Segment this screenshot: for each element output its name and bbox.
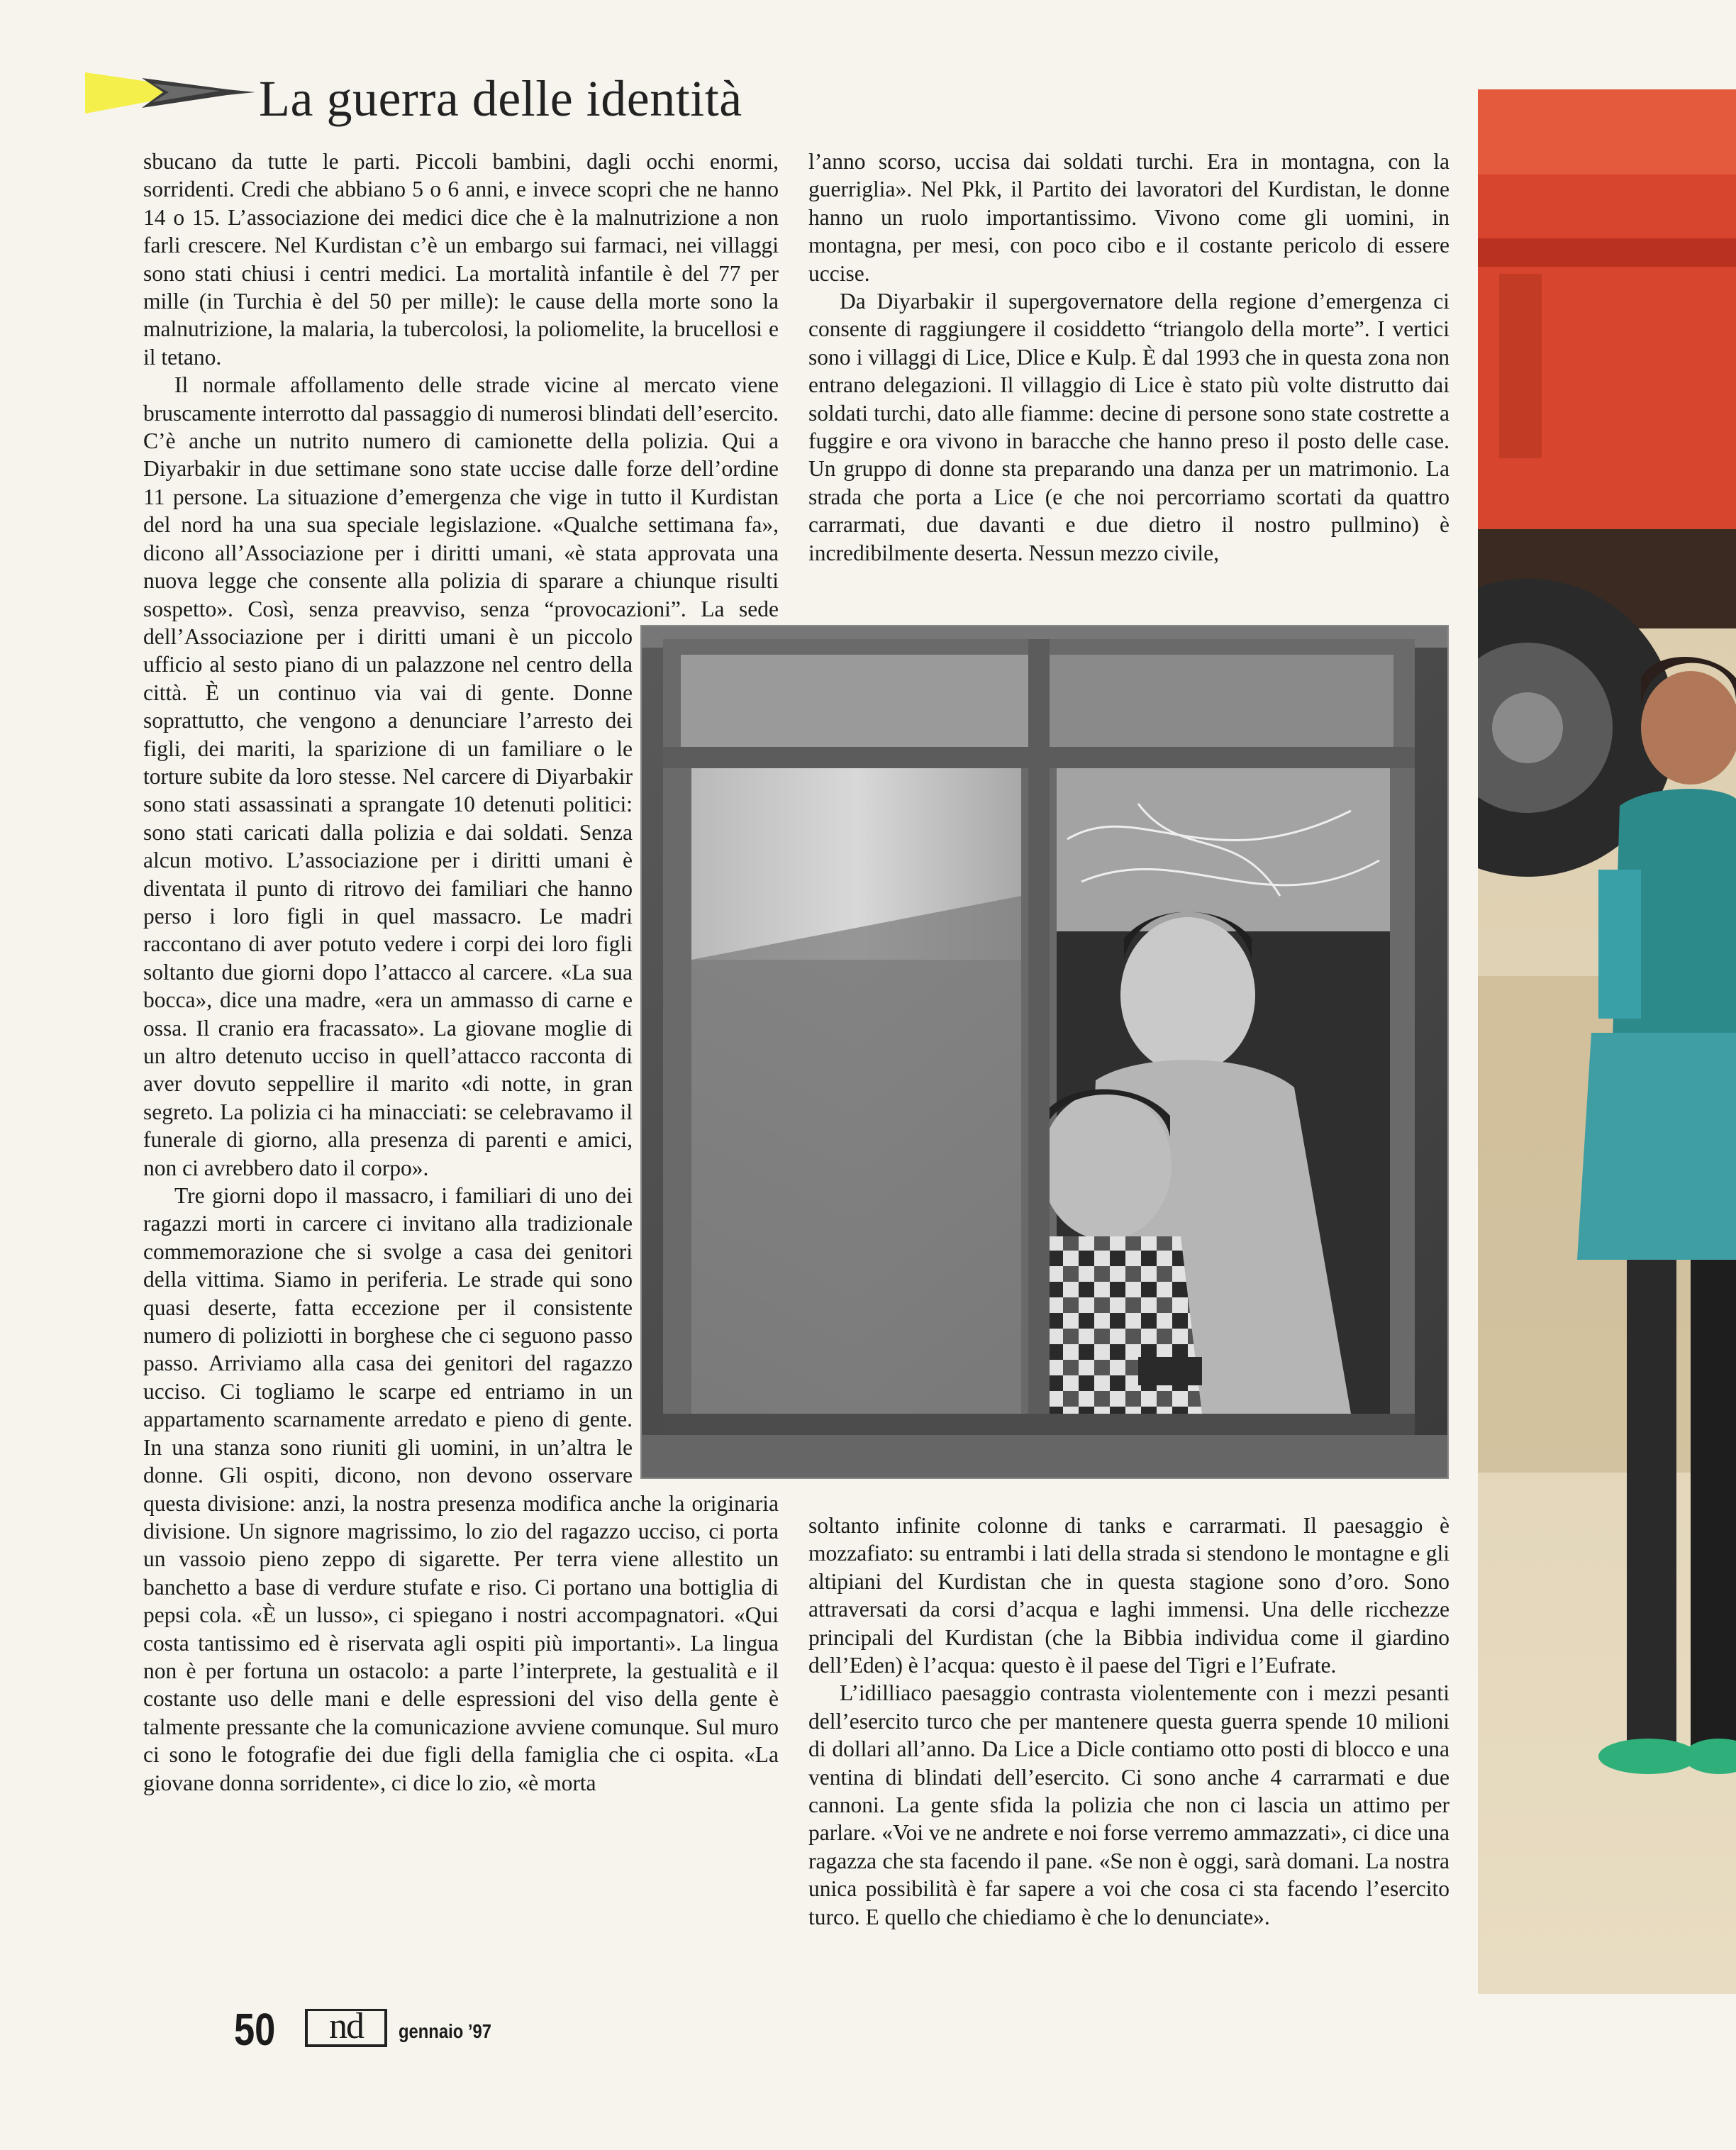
article-paragraph: soltanto infinite colonne di tanks e carrarmati. Il paesaggio è mozzafiato: su entrambi i lati della strada si stendono le montagne e gli altipiani del Kurdistan che in questa stagione sono d’oro. Sono attraversati da corsi d’acqua e laghi immensi. Una delle ricchezze principali del Kurdistan (che la Bibbia individua come il giardino dell’Eden) è l’acqua: questo è il paese del Tigri e l’Eufrate. <box>808 1513 1450 1678</box>
article-paragraph: Tre giorni dopo il massacro, i familiari di uno dei ragazzi morti in carcere ci invitano alla tradizionale commemorazione che si svolge a casa dei genitori della vittima. Siamo in periferia. Le strade qui sono quasi deserte, fatta eccezione per il consistente numero di poliziotti in borghese che ci seguono passo passo. Arriviamo alla casa dei genitori del ragazzo ucciso. Ci togliamo le scarpe ed entriamo in un appartamento scarnamente arredato e pieno di gente. In una stanza sono riuniti gli uomini, in un’altra le donne. Gli ospiti, dicono, non devono osservare questa divisione: anzi, la nostra presenza modifica anche la originaria divisione. Un signore magrissimo, lo zio del ragazzo ucciso, ci porta un vassoio pieno zeppo di sigarette. Per terra viene allestito un banchetto a base di verdure stufate e riso. Ci portano una bottiglia di pepsi cola. «È un lusso», ci spiegano i nostri accompagnatori. «Qui costa tantissimo ed è riservata agli ospiti più importanti». La lingua non è per fortuna un ostacolo: a parte l’interprete, la gestualità e il costante uso delle mani e delle espressioni del viso della gente è talmente pressante che la comunicazione avviene comunque. Sul muro ci sono le fotografie dei due figli della famiglia che ci ospita. «La giovane donna sorridente», ci dice lo zio, «è morta <box>143 1183 779 1795</box>
article-paragraph: L’idilliaco paesaggio contrasta violentemente con i mezzi pesanti dell’esercito turco che per mantenere questa guerra spende 10 milioni di dollari all’anno. Da Lice a Dicle contiamo otto posti di blocco e una ventina di blindati dell’esercito. Ci sono anche 4 carrarmati e due cannoni. La gente sfida la polizia che non ci lascia un attimo per parlare. «Voi ve ne andrete e noi forse verremo ammazzati», ci dice una ragazza che sta facendo il pane. «Se non è oggi, sarà domani. La nostra unica possibilità è far sapere a voi che cosa ci sta facendo l’esercito turco. E quello che chiediamo è che lo denunciate». <box>808 1680 1450 1929</box>
article-paragraph: l’anno scorso, uccisa dai soldati turchi. Era in montagna, con la guerriglia». Nel Pkk, il Partito dei lavoratori del Kurdistan, le donne hanno un ruolo importantissimo. Vivono come gli uomini, in montagna, per mesi, con poco cibo e il costante pericolo di essere uccise. <box>808 149 1450 286</box>
section-header <box>85 62 780 133</box>
article-column-right-top <box>808 148 1450 567</box>
photo-child-and-truck <box>1478 89 1736 1994</box>
magazine-logo: nd <box>305 2009 387 2047</box>
article-paragraph: Da Diyarbakir il supergovernatore della regione d’emergenza ci consente di raggiungere il cosiddetto “triangolo della morte”. I vertici sono i villaggi di Lice, Dlice e Kulp. È dal 1993 che in questa zona non entrano delegazioni. Il villaggio di Lice è stato più volte distrutto dai soldati turchi, dato alle fiamme: decine di persone sono state costrette a fuggire e ora vivono in baracche che hanno preso il posto delle case. Un gruppo di donne sta preparando una danza per un matrimonio. La strada che porta a Lice (e che noi percorriamo scortati da quattro carrarmati, due davanti e due dietro il nostro pullmino) è incredibilmente deserta. Nessun mezzo civile, <box>808 289 1450 565</box>
arrow-icon <box>85 62 255 119</box>
photo-men-at-window <box>642 626 1447 1478</box>
issue-date: gennaio ’97 <box>399 2020 491 2042</box>
section-title: La guerra delle identità <box>259 70 742 127</box>
page-footer <box>234 2005 730 2061</box>
article-paragraph: sbucano da tutte le parti. Piccoli bambini, dagli occhi enormi, sorridenti. Credi che abbiano 5 o 6 anni, e invece scopri che ne hanno 14 o 15. L’associazione dei medici dice che è la malnutrizione a non farli crescere. Nel Kurdistan c’è un embargo sui farmaci, nei villaggi sono stati chiusi i centri medici. La mortalità infantile è del 77 per mille (in Turchia è del 50 per mille): le cause della morte sono la malnutrizione, la malaria, la tubercolosi, la poliomelite, la brucellosi e il tetano. <box>143 149 779 370</box>
article-paragraph: Il normale affollamento delle strade vicine al mercato viene bruscamente interrotto dal passaggio di numerosi blindati dell’esercito. C’è anche un nutrito numero di camionette della polizia. Qui a Diyarbakir in due settimane sono state uccise dalle forze dell’ordine 11 persone. La situazione d’emergenza che vige in tutto il Kurdistan del nord ha una sua speciale legislazione. «Qualche settimana fa», dicono all’Associazione per i diritti umani, «è stata approvata una nuova legge che consente alla polizia di sparare a chiunque risulti sospetto». Così, senza preavviso, senza “provocazioni”. La sede dell’Associazione per i diritti umani è un piccolo ufficio al sesto piano di un palazzone nel centro della città. È un continuo via vai di gente. Donne soprattutto, che vengono a denunciare l’arresto dei figli, dei mariti, la sparizione di un familiare o le torture subite da loro stesse. Nel carcere di Diyarbakir sono stati assassinati a sprangate 10 detenuti politici: sono stati caricati dalla polizia e dai soldati. Senza alcun motivo. L’associazione per i diritti umani è diventata il punto di ritrovo dei familiari che hanno perso i loro figli in quel massacro. Le madri raccontano di aver potuto vedere i corpi dei loro figli soltanto due giorni dopo l’attacco al carcere. «La sua bocca», dice una madre, «era un ammasso di carne e ossa. Il cranio era fracassato». La giovane moglie di un altro detenuto ucciso in quell’attacco racconta di aver dovuto seppellire il marito «di notte, in gran segreto. La polizia ci ha minacciati: se celebravamo il funerale di giorno, alla presenza di parenti e amici, non ci avrebbero dato il corpo». <box>143 372 779 1180</box>
article-column-right-bottom <box>808 1512 1450 1931</box>
page-number: 50 <box>234 2004 276 2055</box>
